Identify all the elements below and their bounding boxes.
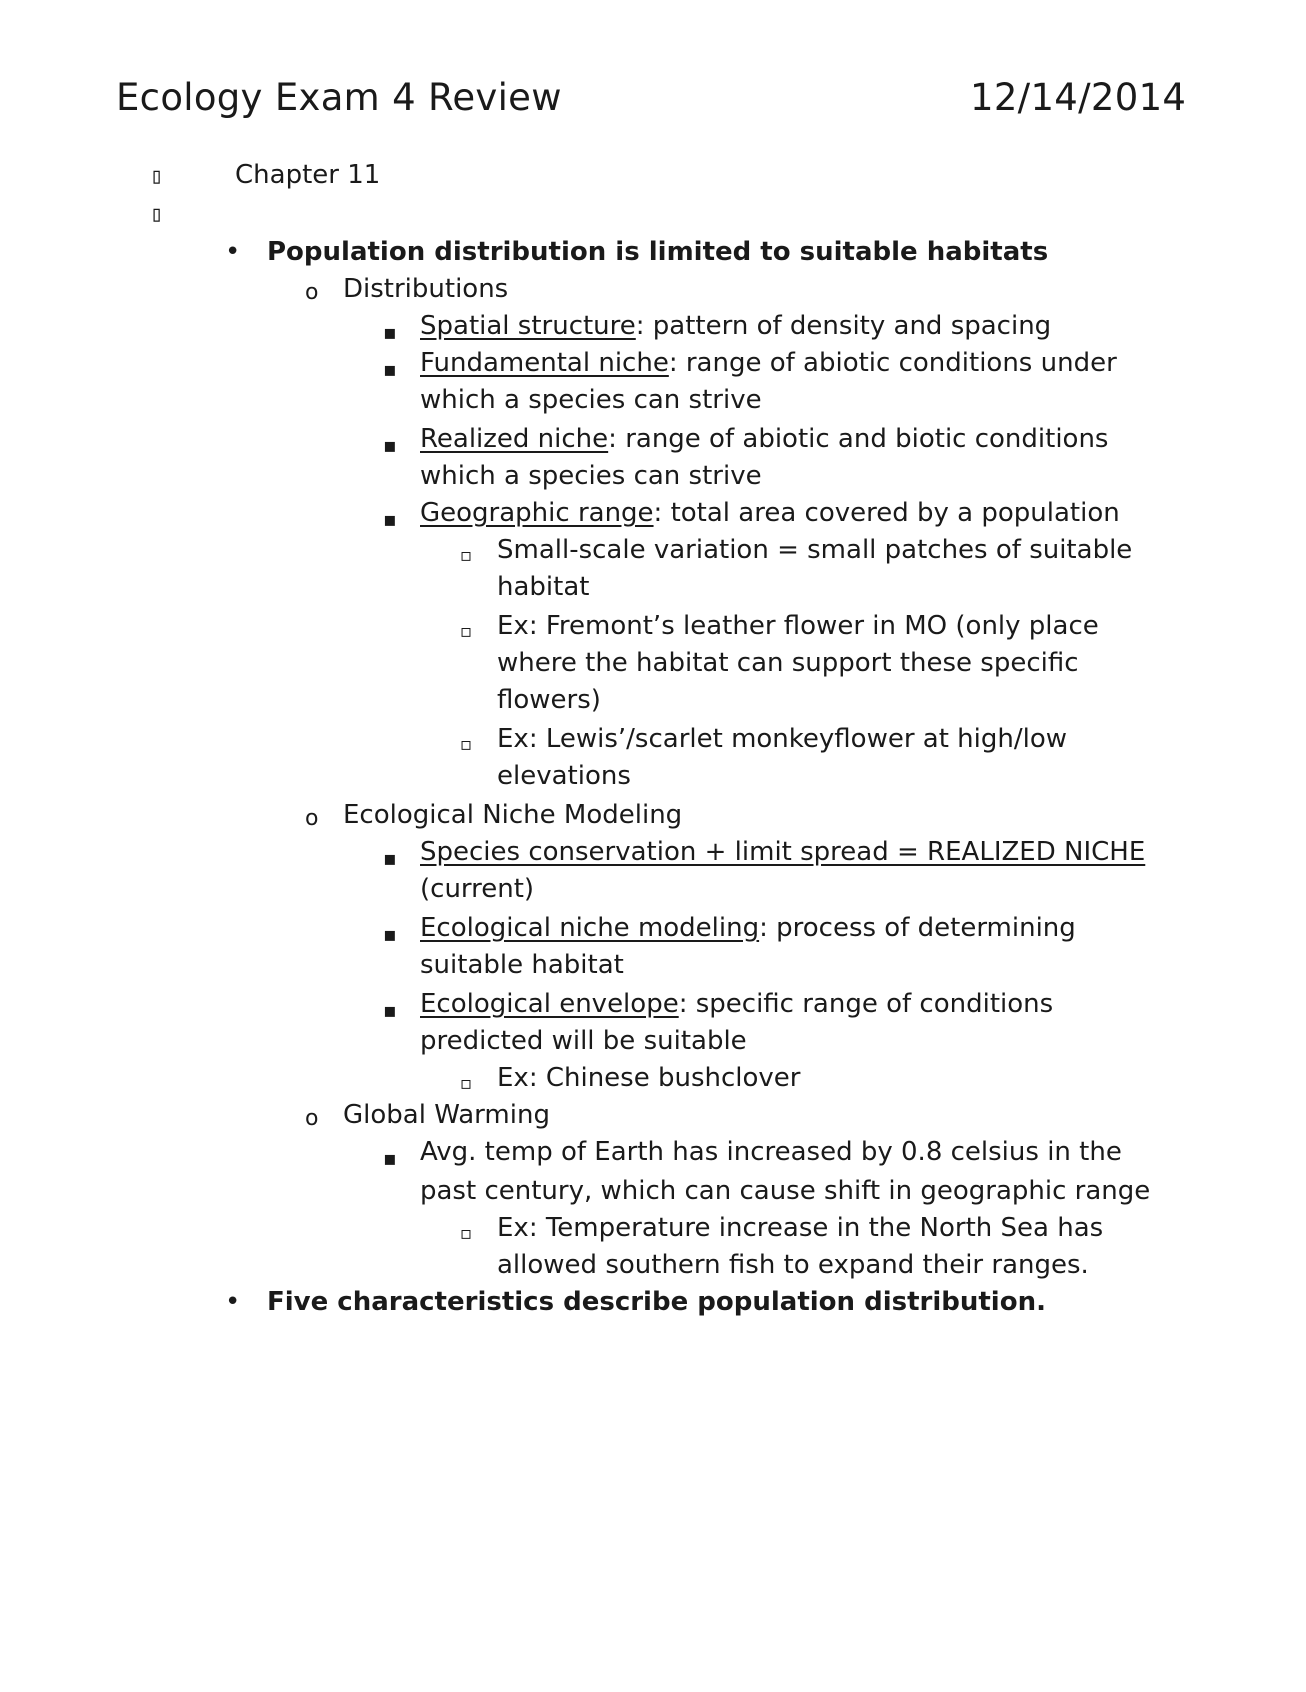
square-bullet-icon: ▪	[383, 1146, 397, 1170]
term: Fundamental niche	[420, 348, 669, 378]
square-bullet-icon: ▪	[383, 357, 397, 381]
square-bullet-icon: ▪	[383, 846, 397, 870]
missing-glyph-icon: ▯	[150, 164, 164, 189]
section-heading: Ecological Niche Modeling	[343, 800, 683, 830]
definition: which a species can strive	[420, 461, 762, 491]
definition: : total area covered by a population	[653, 498, 1120, 528]
circle-bullet-icon: o	[305, 806, 319, 831]
definition: : pattern of density and spacing	[635, 311, 1052, 341]
square-bullet-icon: ▪	[383, 507, 397, 531]
term: Species conservation + limit spread = REALIZED NICHE	[420, 837, 1146, 867]
document-title: Ecology Exam 4 Review	[116, 76, 562, 119]
definition: : specific range of conditions	[678, 989, 1054, 1019]
definition: : process of determining	[759, 913, 1076, 943]
term: Geographic range	[420, 498, 654, 528]
term: Spatial structure	[420, 311, 636, 341]
term: Ecological niche modeling	[420, 913, 760, 943]
square-bullet-icon: ▪	[383, 998, 397, 1022]
term: Realized niche	[420, 424, 609, 454]
hollow-square-bullet-icon: ▫	[460, 545, 473, 566]
square-bullet-icon: ▪	[383, 433, 397, 457]
main-bullet-text: Population distribution is limited to suitable habitats	[267, 237, 1049, 267]
main-bullet-text: Five characteristics describe population distribution.	[267, 1287, 1046, 1317]
document-page: Ecology Exam 4 Review 12/14/2014 ▯ Chapter 11 ▯ • Population distribution is limited to suitable habitats o Distributions ▪ Spatial structure: pattern of density and spacing ▪ Fundamental niche: range of abiotic conditions under which a species can strive ▪ Realized niche: range of abiotic and biotic conditions which a species can strive ▪ Geographic range: total area covered by a population ▫ Small-scale variation = small patches of suitable habitat ▫ Ex: Fremont’s leather flower in MO (only place where the habitat can support these specific flowers) ▫ Ex: Lewis’/scarlet monkeyflower at high/low elevations o Ecological Niche Modeling ▪ Species conservation + limit spread = REALIZED NICHE (current) ▪ Ecological niche modeling: process of determining suitable habitat ▪ Ecological envelope: specific range of conditions predicted will be suitable ▫ Ex: Chinese bushclover o Global Warming ▪ Avg. temp of Earth has increased by 0.8 celsius in the past century, which can cause shift in geographic range ▫ Ex: Temperature increase in the North Sea has allowed southern fish to expand their ranges. • Five characteristics describe population distribution.	[0, 0, 1306, 1692]
hollow-square-bullet-icon: ▫	[460, 734, 473, 755]
document-date: 12/14/2014	[970, 76, 1187, 119]
definition: which a species can strive	[420, 385, 762, 415]
section-heading: Distributions	[343, 274, 509, 304]
square-bullet-icon: ▪	[383, 320, 397, 344]
term: Ecological envelope	[420, 989, 679, 1019]
definition: : range of abiotic conditions under	[668, 348, 1117, 378]
definition: : range of abiotic and biotic conditions	[608, 424, 1109, 454]
hollow-square-bullet-icon: ▫	[460, 621, 473, 642]
section-heading: Global Warming	[343, 1100, 550, 1130]
circle-bullet-icon: o	[305, 280, 319, 305]
missing-glyph-icon: ▯	[150, 202, 164, 227]
bullet-icon: •	[225, 1287, 241, 1317]
hollow-square-bullet-icon: ▫	[460, 1223, 473, 1244]
circle-bullet-icon: o	[305, 1106, 319, 1131]
bullet-icon: •	[225, 237, 241, 267]
chapter-label: Chapter 11	[235, 160, 381, 190]
hollow-square-bullet-icon: ▫	[460, 1073, 473, 1094]
square-bullet-icon: ▪	[383, 922, 397, 946]
